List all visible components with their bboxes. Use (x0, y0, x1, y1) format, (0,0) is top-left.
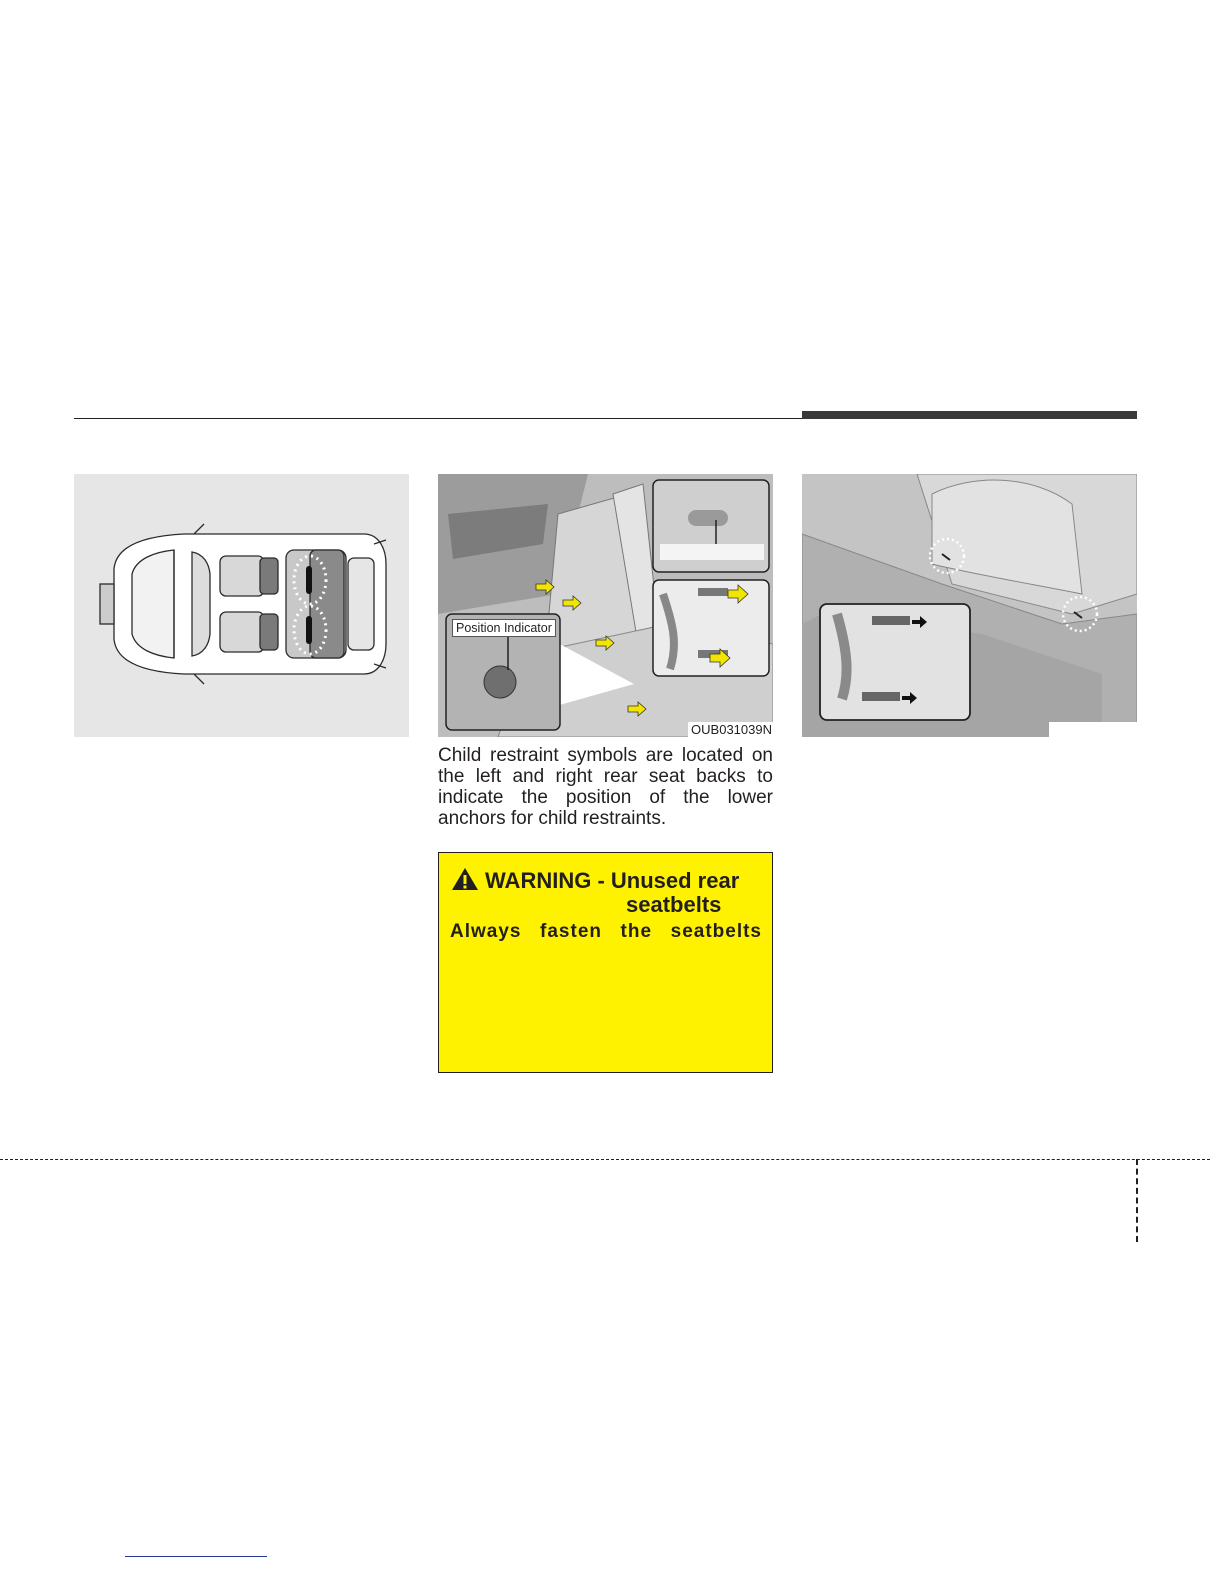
figure-code: OUB031039N (688, 722, 773, 737)
warning-body: Always fasten the seatbelts (450, 921, 762, 942)
lower-anchors-figure (802, 474, 1137, 737)
car-top-view-illustration (74, 474, 409, 737)
rear-seat-illustration (438, 474, 773, 737)
footer-dashed-marker (1136, 1159, 1138, 1242)
warning-box (438, 852, 773, 1073)
bottom-link-underline (125, 1556, 267, 1557)
warning-title-continued: seatbelts (626, 892, 722, 917)
figure-code-placeholder (1049, 722, 1137, 737)
body-paragraph: Child restraint symbols are located on the left and right rear seat backs to indicate the position of the lower anchors for child restraints. (438, 745, 773, 829)
header-rule (74, 418, 802, 419)
warning-triangle-icon (451, 867, 479, 891)
position-indicator-label: Position Indicator (452, 619, 556, 637)
car-top-view-figure (74, 474, 409, 737)
lower-anchors-illustration (802, 474, 1137, 737)
warning-title: WARNING - Unused rear (485, 868, 740, 893)
header-tab-bar (802, 411, 1137, 419)
rear-seat-figure (438, 474, 773, 737)
footer-dashed-rule (0, 1159, 1210, 1160)
